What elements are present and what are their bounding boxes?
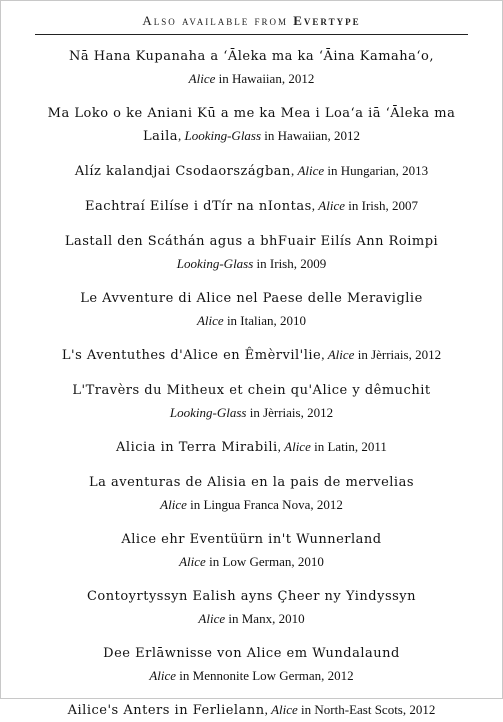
book-entry: [35, 230, 468, 275]
book-entry: [35, 642, 468, 687]
book-title: Le Avventure di Alice nel Paese delle Meraviglie: [80, 291, 423, 306]
book-title: Nā Hana Kupanaha a ʻĀleka ma ka ʻĀina Kamahaʻo,: [68, 49, 435, 64]
book-work: Looking-Glass: [184, 128, 262, 143]
book-title: Lastall den Scáthán agus a bhFuair Eilís Ann Roimpi: [64, 234, 439, 249]
book-title: L'Travèrs du Mitheux et chein qu'Alice y dêmuchit: [72, 383, 431, 398]
book-title-continued: Laila: [143, 129, 178, 144]
book-title: Alicia in Terra Mirabili: [116, 440, 278, 455]
book-language-year: in Mennonite Low German, 2012: [176, 668, 354, 683]
book-title: Eachtraí Eilíse i dTír na nIontas: [85, 199, 312, 214]
book-title: Alíz kalandjai Csodaországban: [74, 164, 291, 179]
book-work: Alice: [188, 71, 216, 86]
book-language-year: in Latin, 2011: [310, 439, 387, 454]
book-entry: [35, 528, 468, 573]
book-language-year: in Low German, 2010: [205, 554, 324, 569]
book-language-year: in Lingua Franca Nova, 2012: [186, 497, 343, 512]
book-work: Alice: [198, 611, 226, 626]
book-work: Alice: [149, 668, 177, 683]
book-language-year: in Hawaiian, 2012: [261, 128, 360, 143]
book-entry: Ma Loko o ke Aniani Kū a me ka Mea i Loaʻa iā ʻĀleka ma Laila, Looking-Glass in Hawaiian, 2012: [47, 106, 456, 144]
book-work: Alice: [160, 497, 187, 512]
book-title: Contoyrtyssyn Ealish ayns Çheer ny Yindyssyn: [86, 589, 417, 604]
page-header: [35, 13, 468, 29]
book-language-year: in Hungarian, 2013: [324, 163, 429, 178]
book-entry: L's Aventuthes d'Alice en Êmèrvil'lie, Alice in Jèrriais, 2012: [61, 347, 442, 363]
book-work: Looking-Glass: [176, 256, 254, 271]
book-title: Ailice's Anters in Ferlielann: [67, 703, 265, 718]
book-title: L's Aventuthes d'Alice en Êmèrvil'lie: [61, 348, 322, 363]
book-language-year: in Jèrriais, 2012: [354, 347, 442, 362]
book-entry: Eachtraí Eilíse i dTír na nIontas, Alice in Irish, 2007: [85, 198, 418, 214]
book-title: Alice ehr Eventüürn in't Wunnerland: [121, 532, 382, 547]
book-language-year: in North-East Scots, 2012: [297, 702, 436, 717]
book-entry: Alíz kalandjai Csodaországban, Alice in Hungarian, 2013: [74, 163, 429, 179]
book-entry: Alicia in Terra Mirabili, Alice in Latin, 2011: [116, 439, 387, 455]
book-language-year: in Italian, 2010: [223, 313, 307, 328]
book-work: Alice: [318, 198, 345, 213]
book-entry: [35, 585, 468, 630]
book-title: Ma Loko o ke Aniani Kū a me ka Mea i Loaʻa iā ʻĀleka ma: [47, 106, 456, 121]
book-entry: [35, 287, 468, 332]
book-list: [35, 45, 468, 722]
book-work: Alice: [179, 554, 206, 569]
book-work: Alice: [196, 313, 224, 328]
book-title: La aventuras de Alisia en la pais de mervelias: [88, 475, 415, 490]
book-entry: [35, 45, 468, 90]
book-entry: [35, 471, 468, 516]
book-entry: [35, 379, 468, 424]
header-prefix: Also available from: [142, 13, 288, 28]
book-language-year: in Manx, 2010: [225, 611, 305, 626]
book-entry: Ailice's Anters in Ferlielann, Alice in North-East Scots, 2012: [67, 702, 436, 718]
book-language-year: in Irish, 2009: [253, 256, 327, 271]
book-language-year: in Jèrriais, 2012: [246, 405, 334, 420]
book-work: Alice: [284, 439, 311, 454]
book-work: Alice: [297, 163, 325, 178]
book-work: Looking-Glass: [169, 405, 247, 420]
header-rule: [35, 34, 468, 35]
book-language-year: in Hawaiian, 2012: [215, 71, 315, 86]
book-work: Alice: [271, 702, 298, 717]
book-language-year: in Irish, 2007: [345, 198, 418, 213]
book-title: Dee Erlāwnisse von Alice em Wundalaund: [103, 646, 400, 661]
header-brand: Evertype: [293, 13, 361, 28]
book-work: Alice: [327, 347, 355, 362]
